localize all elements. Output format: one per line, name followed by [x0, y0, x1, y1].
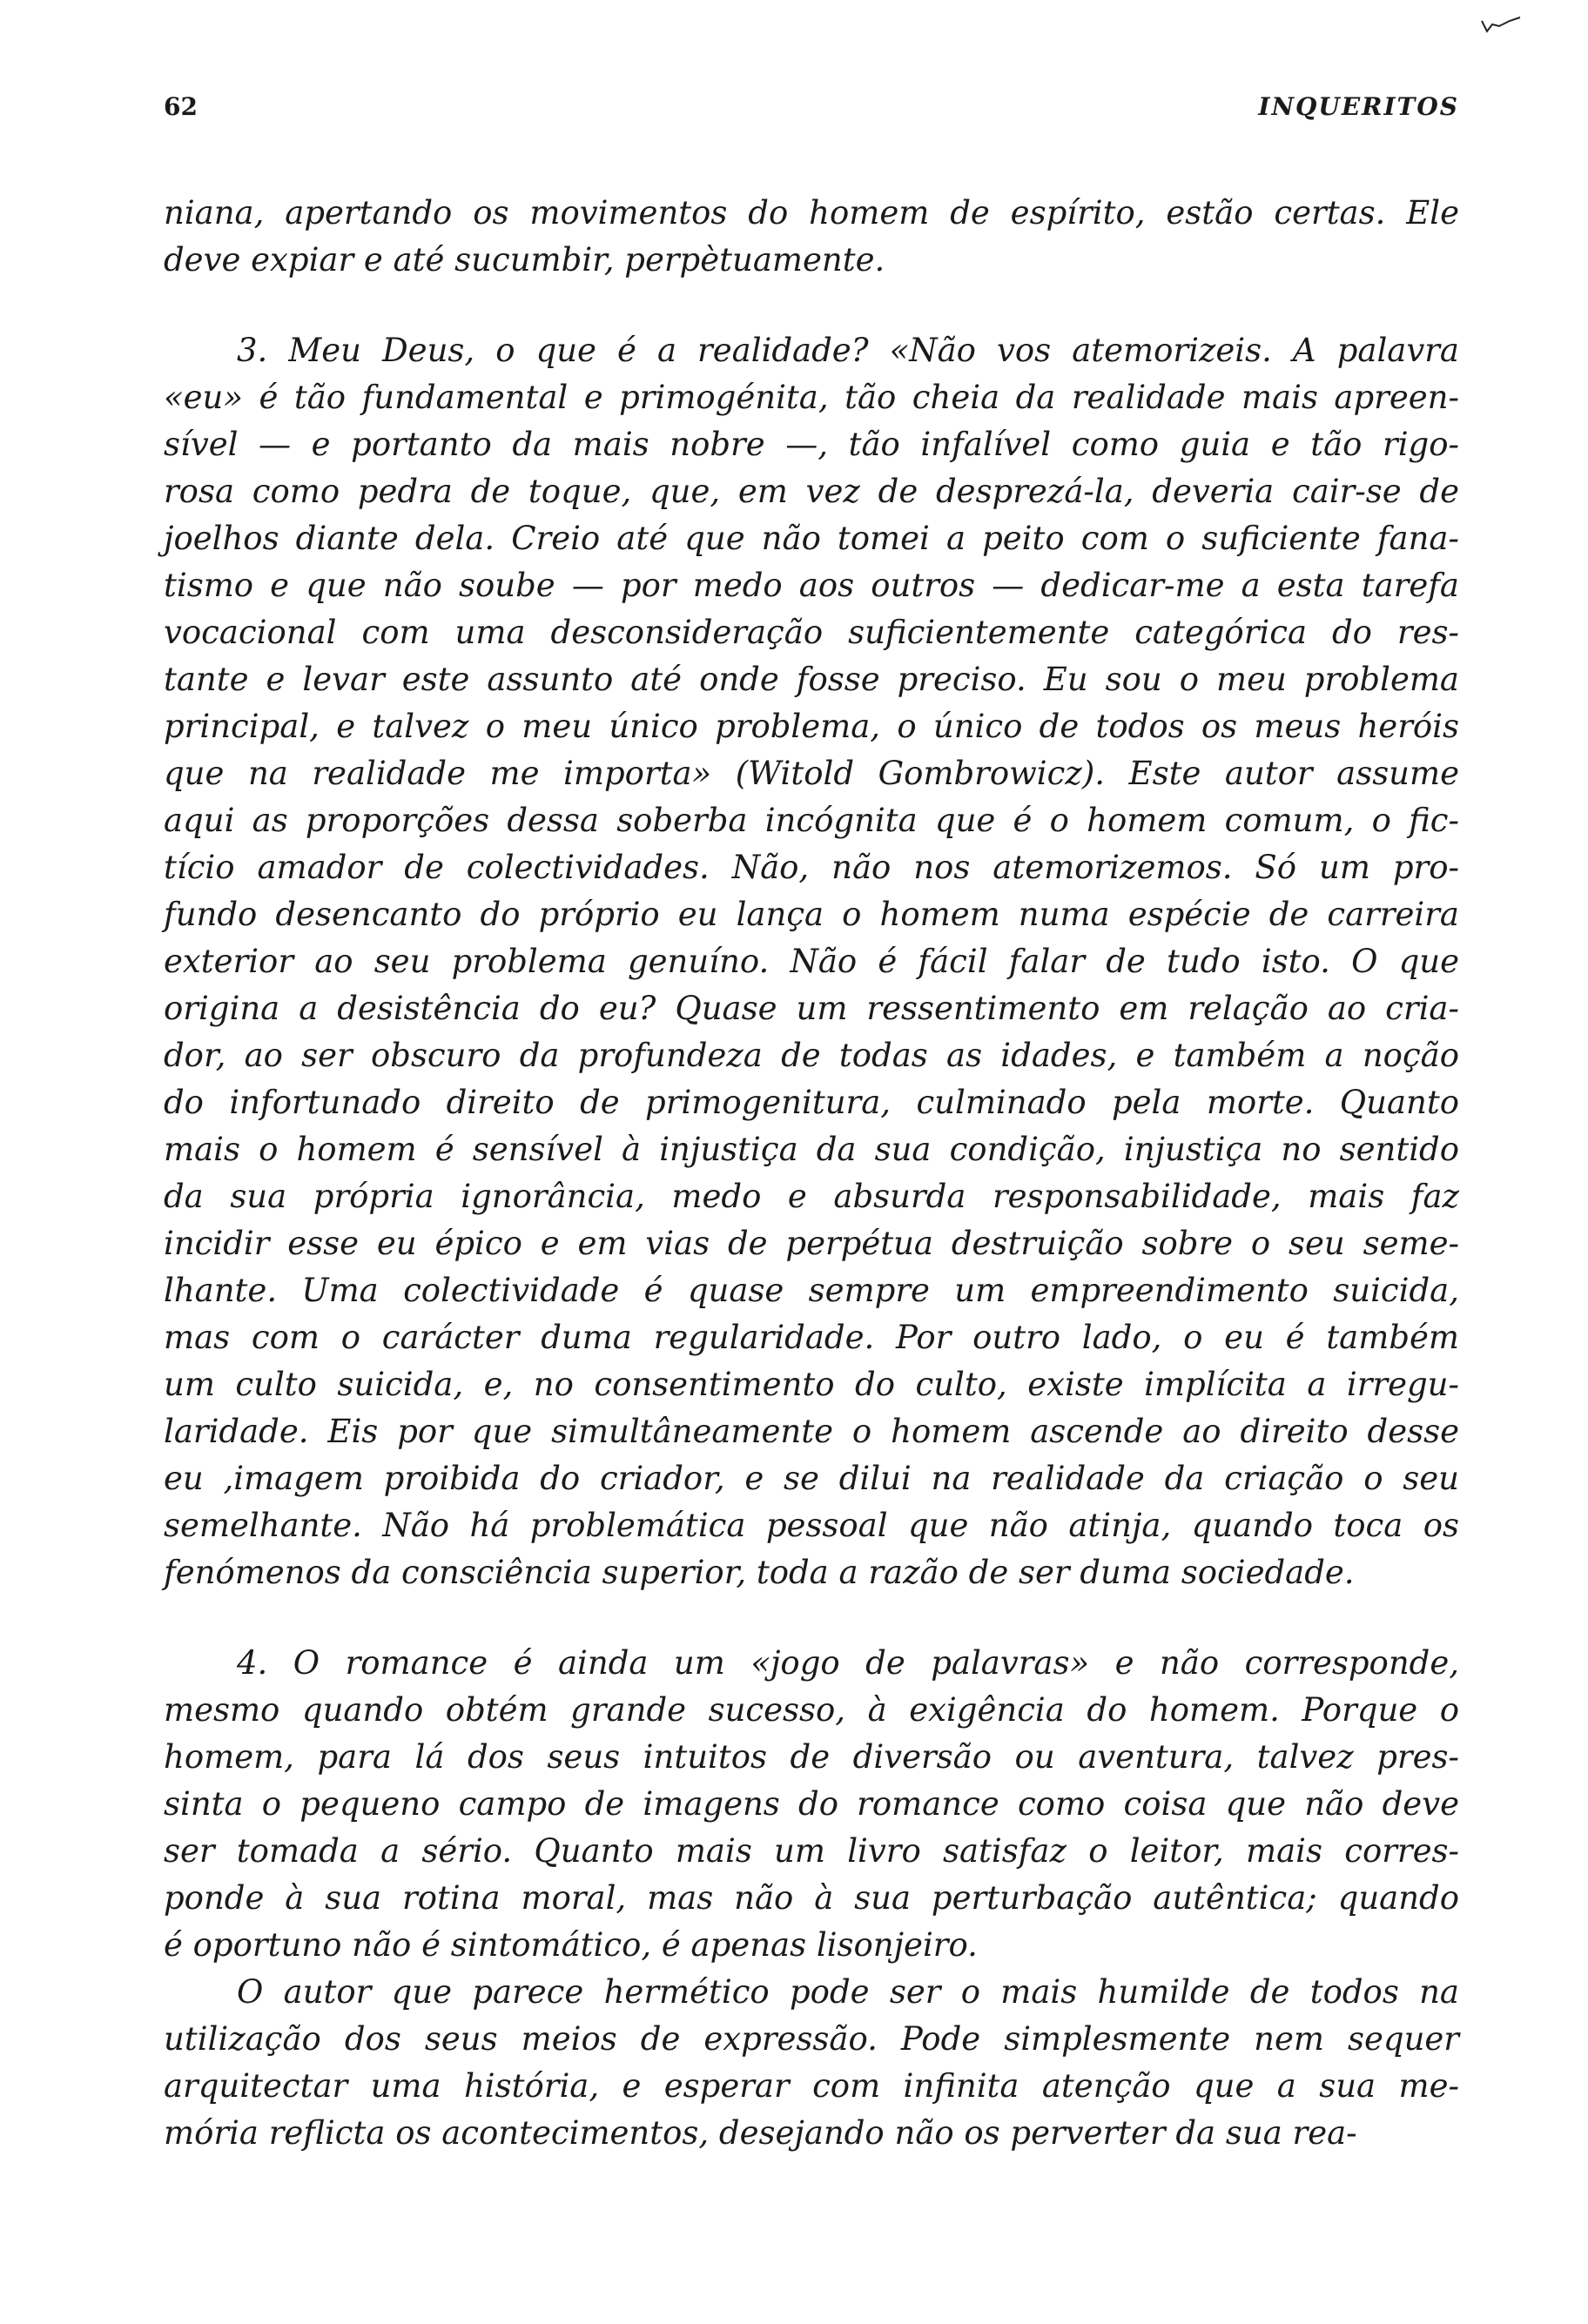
- text-line: principal, e talvez o meu único problema, o único de todos os meus heróis: [164, 708, 1459, 745]
- text-line: «eu» é tão fundamental e primogénita, tão cheia da realidade mais apreen-: [164, 379, 1459, 416]
- text-line: fenómenos da consciência superior, toda a razão de ser duma sociedade.: [164, 1554, 1355, 1591]
- text-line: tismo e que não soube — por medo aos outros — dedicar-me a esta tarefa: [164, 567, 1459, 604]
- text-line: lhante. Uma colectividade é quase sempre um empreendimento suicida,: [164, 1272, 1459, 1309]
- text-line: homem, para lá dos seus intuitos de diversão ou aventura, talvez pres-: [164, 1738, 1459, 1776]
- handwritten-mark: [1480, 16, 1522, 35]
- text-line: utilização dos seus meios de expressão. Pode simplesmente nem sequer: [164, 2020, 1459, 2058]
- text-line: da sua própria ignorância, medo e absurda responsabilidade, mais faz: [164, 1178, 1459, 1215]
- text-line: laridade. Eis por que simultâneamente o homem ascende ao direito desse: [164, 1413, 1459, 1450]
- text-line: que na realidade me importa» (Witold Gombrowicz). Este autor assume: [164, 755, 1459, 792]
- text-line: tante e levar este assunto até onde fosse preciso. Eu sou o meu problema: [164, 661, 1459, 698]
- paragraph-gap: [164, 284, 1459, 327]
- text-line: exterior ao seu problema genuíno. Não é fácil falar de tudo isto. O que: [164, 943, 1459, 980]
- text-line: mas com o carácter duma regularidade. Por outro lado, o eu é também: [164, 1319, 1459, 1356]
- text-line: joelhos diante dela. Creio até que não tomei a peito com o suficiente fana-: [164, 520, 1459, 557]
- text-line: aqui as proporções dessa soberba incógnita que é o homem comum, o fic-: [164, 802, 1459, 839]
- text-line: eu ,imagem proibida do criador, e se dilui na realidade da criação o seu: [164, 1460, 1459, 1497]
- text-line: do infortunado direito de primogenitura, culminado pela morte. Quanto: [164, 1084, 1459, 1121]
- text-line: vocacional com uma desconsideração suficientemente categórica do res-: [164, 614, 1459, 651]
- text-line: sível — e portanto da mais nobre —, tão infalível como guia e tão rigo-: [164, 426, 1459, 463]
- text-line: O autor que parece hermético pode ser o mais humilde de todos na: [237, 1973, 1459, 2011]
- page-number: 62: [164, 92, 198, 121]
- text-line: sinta o pequeno campo de imagens do romance como coisa que não deve: [164, 1785, 1459, 1823]
- text-line: mesmo quando obtém grande sucesso, à exigência do homem. Porque o: [164, 1691, 1459, 1729]
- text-line: mais o homem é sensível à injustiça da sua condição, injustiça no sentido: [164, 1131, 1459, 1168]
- page-header: [164, 92, 1459, 127]
- page-body: [164, 190, 1459, 2157]
- text-line: deve expiar e até sucumbir, perpètuamente.: [164, 241, 885, 279]
- running-head: INQUERITOS: [1258, 92, 1459, 121]
- text-line: é oportuno não é sintomático, é apenas lisonjeiro.: [164, 1926, 978, 1964]
- text-line: incidir esse eu épico e em vias de perpétua destruição sobre o seu seme-: [164, 1225, 1459, 1262]
- text-line: um culto suicida, e, no consentimento do culto, existe implícita a irregu-: [164, 1366, 1459, 1403]
- text-line: 4. O romance é ainda um «jogo de palavras» e não corresponde,: [237, 1644, 1459, 1682]
- text-line: ponde à sua rotina moral, mas não à sua perturbação autêntica; quando: [164, 1879, 1459, 1917]
- text-line: niana, apertando os movimentos do homem de espírito, estão certas. Ele: [164, 194, 1459, 232]
- text-line: fundo desencanto do próprio eu lança o homem numa espécie de carreira: [164, 896, 1459, 933]
- text-line: 3. Meu Deus, o que é a realidade? «Não vos atemorizeis. A palavra: [237, 332, 1459, 369]
- paragraph: [164, 1969, 1459, 2157]
- paragraph: [164, 1640, 1459, 1969]
- text-line: dor, ao ser obscuro da profundeza de todas as idades, e também a noção: [164, 1037, 1459, 1074]
- text-line: origina a desistência do eu? Quase um ressentimento em relação ao cria-: [164, 990, 1459, 1027]
- text-line: rosa como pedra de toque, que, em vez de desprezá-la, deveria cair-se de: [164, 473, 1459, 510]
- text-line: ser tomada a sério. Quanto mais um livro satisfaz o leitor, mais corres-: [164, 1832, 1459, 1870]
- paragraph: [164, 190, 1459, 284]
- text-line: semelhante. Não há problemática pessoal que não atinja, quando toca os: [164, 1507, 1459, 1544]
- text-line: tício amador de colectividades. Não, não nos atemorizemos. Só um pro-: [164, 849, 1459, 886]
- paragraph: [164, 327, 1459, 1596]
- text-line: arquitectar uma história, e esperar com infinita atenção que a sua me-: [164, 2067, 1459, 2105]
- text-line: mória reflicta os acontecimentos, desejando não os perverter da sua rea-: [164, 2114, 1357, 2152]
- paragraph-gap: [164, 1596, 1459, 1640]
